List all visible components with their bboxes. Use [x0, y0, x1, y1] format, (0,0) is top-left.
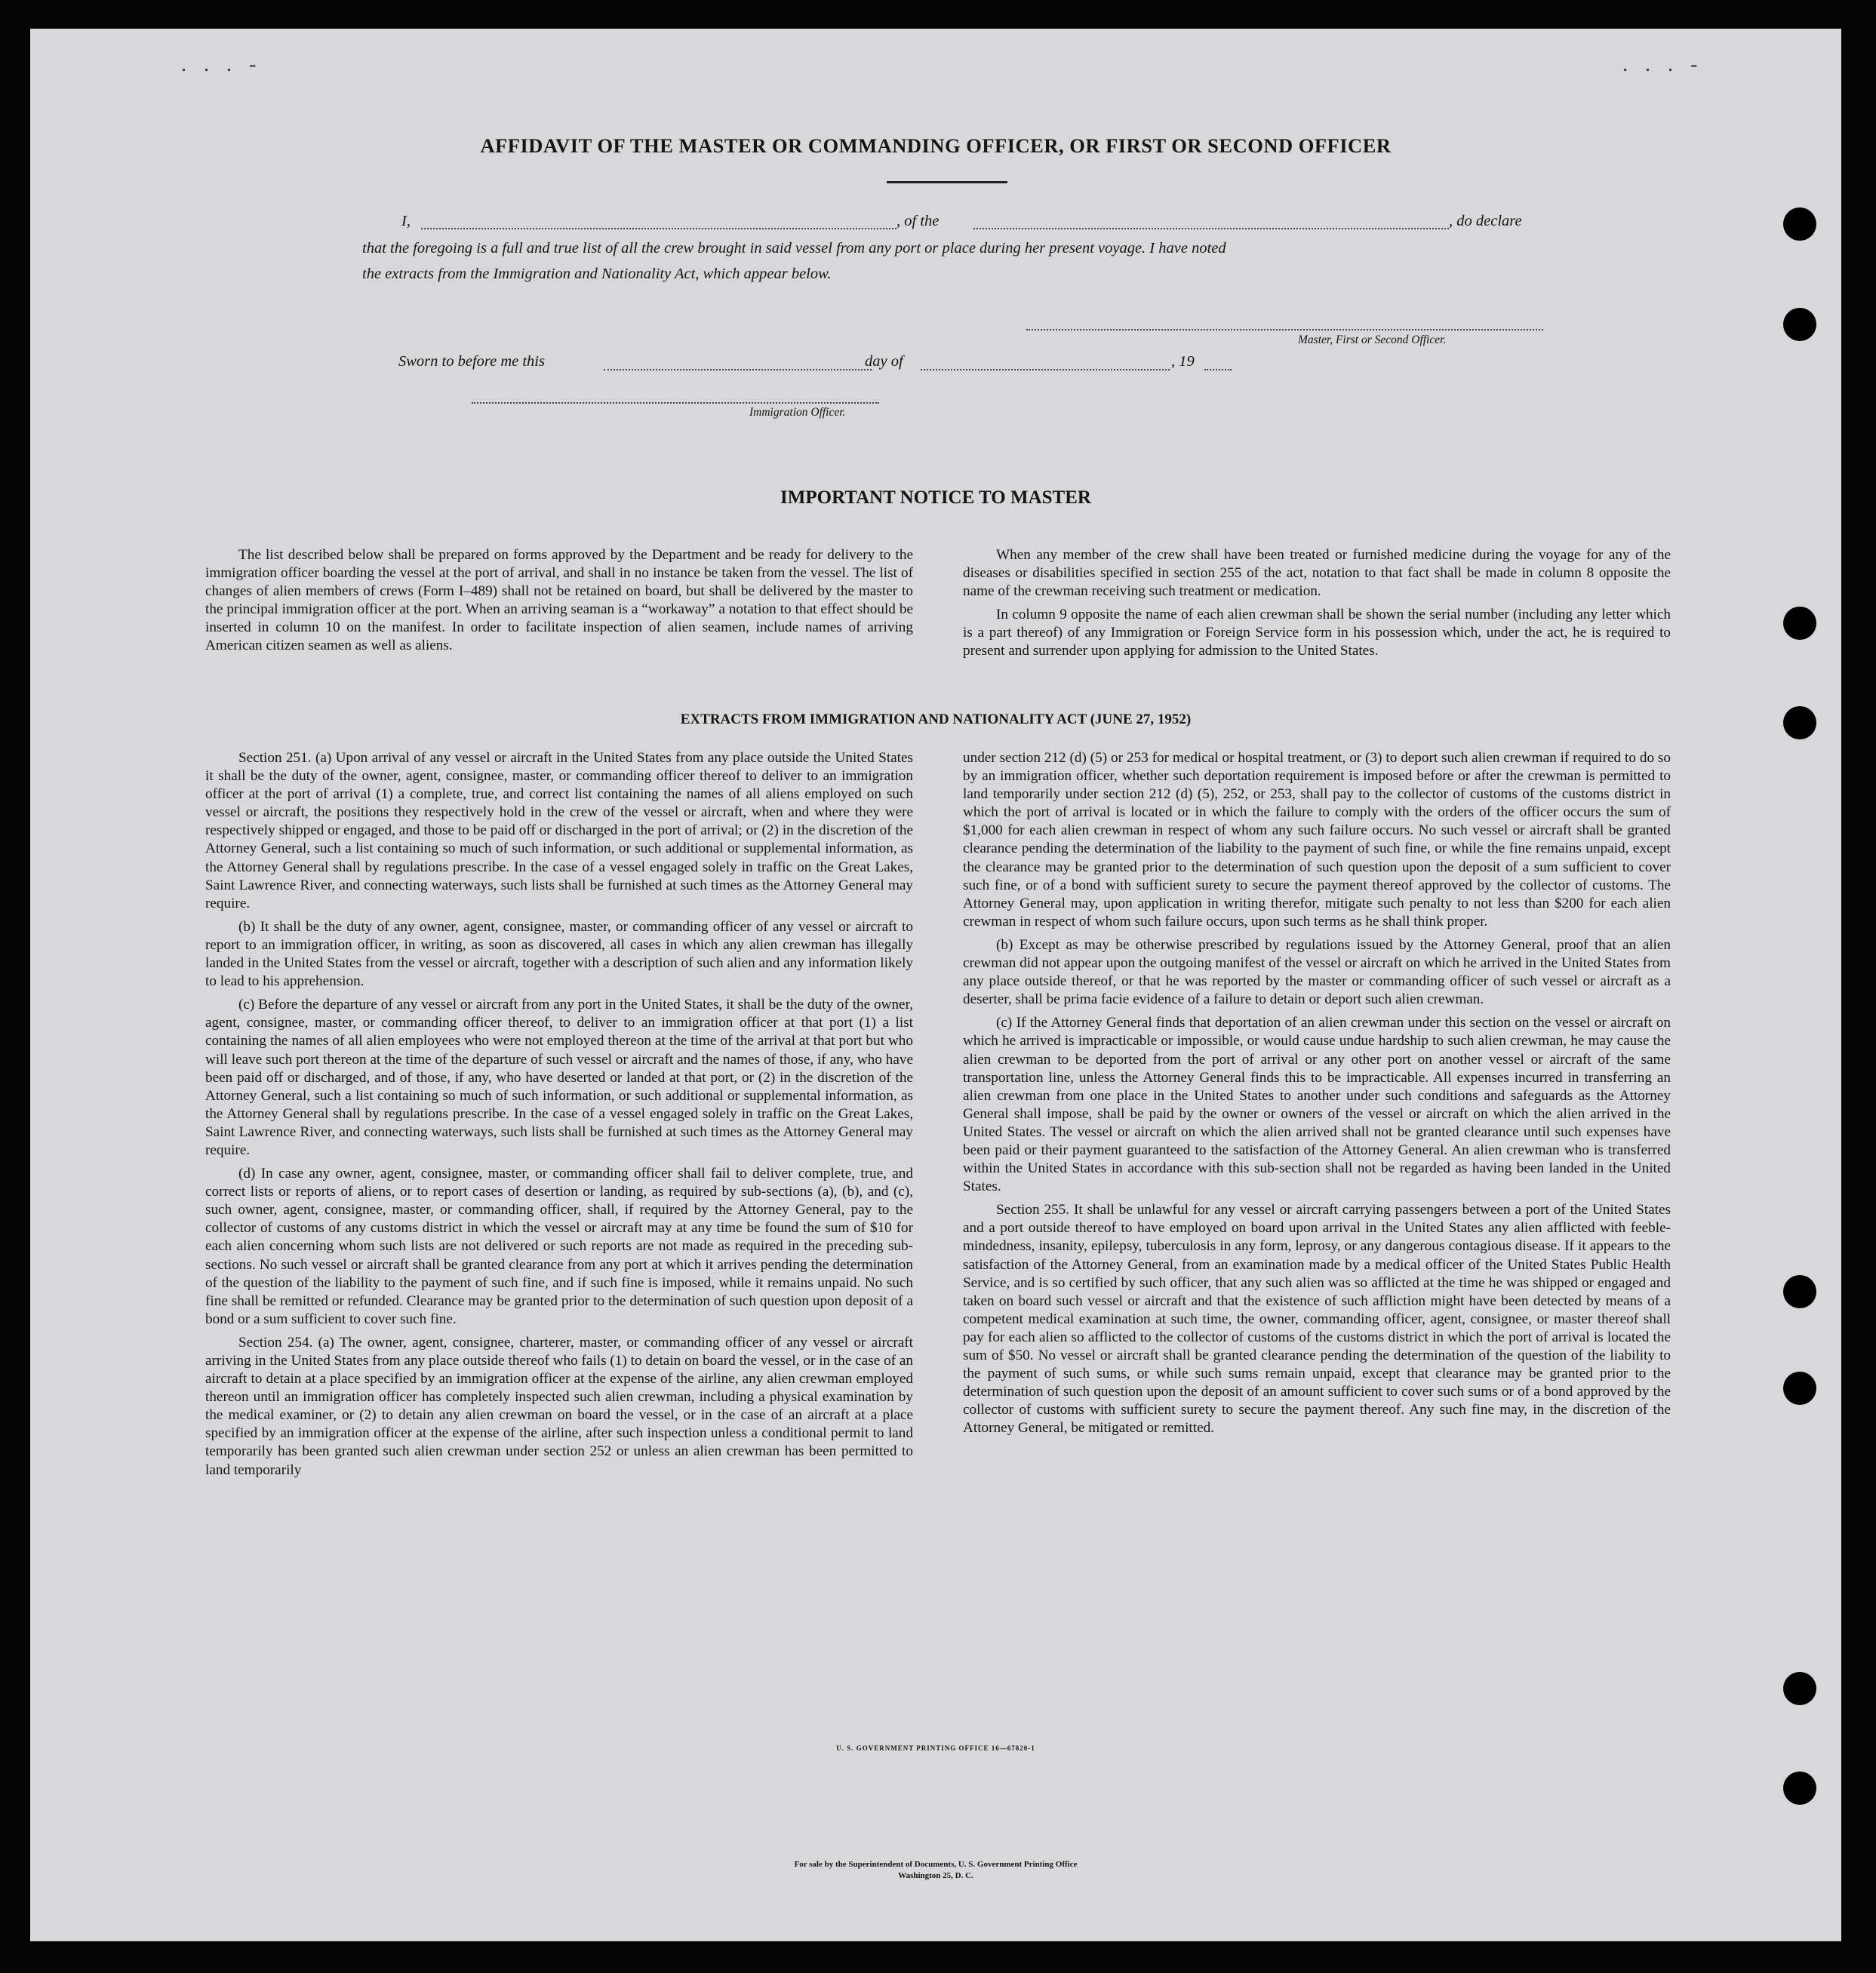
- extracts-title: EXTRACTS FROM IMMIGRATION AND NATIONALITY ACT (JUNE 27, 1952): [680, 711, 1192, 727]
- corner-mark-right: . . . -: [1622, 53, 1704, 76]
- section-paragraph: Section 251. (a) Upon arrival of any vessel or aircraft in the United States from any place outside the United States it shall be the duty of the owner, agent, consignee, master, or commanding officer thereof to deliver to an immigration officer at the port of arrival (1) a complete, true, and correct list containing the names of all aliens employed on such vessel or aircraft, the positions they respectively hold in the crew of the vessel or aircraft, when and where they were respectively shipped or engaged, and those to be paid off or discharged in the port of arrival; or (2) in the discretion of the Attorney General, such a list containing so much of such information, or such additional or supplemental information, as the Attorney General shall by regulations prescribe. In the case of a vessel engaged solely in traffic on the Great Lakes, Saint Lawrence River, and connecting waterways, such lists shall be furnished at such times as the Attorney General may require.: [205, 750, 913, 911]
- name-blank-line[interactable]: [421, 228, 896, 229]
- year-label: , 19: [1171, 353, 1195, 370]
- notice-title: IMPORTANT NOTICE TO MASTER: [780, 487, 1091, 508]
- section-paragraph: (b) It shall be the duty of any owner, agent, consignee, master, or commanding officer of any vessel or aircraft to report to an immigration officer, in writing, as soon as discovered, all cases in which any alien crewman has illegally landed in the United States from the vessel or aircraft, together with a description of such alien and any information likely to lead to his apprehension.: [205, 918, 913, 990]
- binder-hole: [1783, 1372, 1816, 1405]
- notice-paragraph: When any member of the crew shall have been treated or furnished medicine during the voyage for any of the diseases or disabilities specified in section 255 of the act, notation to that fact shall be made in column 8 opposite the name of the crewman receiving such treatment or medication.: [963, 547, 1671, 600]
- master-signature-line[interactable]: [1026, 329, 1543, 330]
- binder-hole: [1783, 607, 1816, 640]
- binder-hole: [1783, 1772, 1816, 1805]
- section-paragraph: (c) If the Attorney General finds that deportation of an alien crewman under this section on the vessel or aircraft on which he arrived is impracticable or impossible, or would cause undue hardship to such alien crewman, he may cause the alien crewman to be deported from the port of arrival or any other port on another vessel or aircraft of the same transportation line, unless the Attorney General finds this to be impracticable. All expenses incurred in transferring an alien crewman from one place in the United States to another under such conditions and safeguards as the Attorney General shall impose, shall be paid by the owner or owners of the vessel or aircraft on which the alien arrived in the United States. The vessel or aircraft on which the alien arrived shall not be granted clearance until such expenses have been paid or their payment guaranteed to the satisfaction of the Attorney General. An alien crewman who is transferred within the United States in accordance with this sub-section shall not be regarded as having been landed in the United States.: [963, 1015, 1671, 1195]
- sworn-label: Sworn to before me this: [398, 353, 545, 370]
- title-divider: [887, 181, 1007, 183]
- extracts-left-column: [205, 749, 913, 1485]
- sworn-day-blank[interactable]: [604, 369, 872, 370]
- binder-hole: [1783, 1275, 1816, 1308]
- sale-line-2: Washington 25, D. C.: [898, 1871, 973, 1880]
- printing-office-line: U. S. GOVERNMENT PRINTING OFFICE 16—67820-1: [836, 1744, 1035, 1752]
- affidavit-line-3: the extracts from the Immigration and Nationality Act, which appear below.: [362, 266, 832, 282]
- vessel-blank-line[interactable]: [973, 228, 1449, 229]
- notice-paragraph: The list described below shall be prepared on forms approved by the Department and be ready for delivery to the immigration officer boarding the vessel at the port of arrival, and shall in no instance be taken from the vessel. The list of changes of alien members of crews (Form I–489) shall not be retained on board, but shall be delivered by the master to the principal immigration officer at the port. When an arriving seaman is a “workaway” a notation to that effect should be inserted in column 10 on the manifest. In order to facilitate inspection of alien seamen, include names of arriving American citizen seamen as well as aliens.: [205, 547, 913, 654]
- master-signature-caption: Master, First or Second Officer.: [1298, 333, 1447, 346]
- notice-right-column: [963, 546, 1671, 666]
- affidavit-title: AFFIDAVIT OF THE MASTER OR COMMANDING OFFICER, OR FIRST OR SECOND OFFICER: [480, 134, 1392, 157]
- corner-mark-left: . . . -: [181, 53, 263, 76]
- affidavit-line-2: that the foregoing is a full and true list of all the crew brought in said vessel from any port or place during her present voyage. I have noted: [362, 240, 1226, 257]
- section-paragraph: Section 255. It shall be unlawful for any vessel or aircraft carrying passengers between a port of the United States and a port outside thereof to have employed on board upon arrival in the United States any alien afflicted with feeble-mindedness, insanity, epilepsy, tuberculosis in any form, leprosy, or any dangerous contagious disease. If it appears to the satisfaction of the Attorney General, from an examination made by a medical officer of the United States Public Health Service, and is so certified by such officer, that any such alien was so afflicted at the time he was shipped or engaged and taken on board such vessel or aircraft and that the existence of such affliction might have been detected by means of a competent medical examination at such time, the owner, commanding officer, agent, consignee, or master thereof shall pay for each alien so afflicted to the collector of customs of the customs district in which the port of arrival is located the sum of $50. No vessel or aircraft shall be granted clearance pending the determination of the question of the liability to the payment of such sums, or while such sums remain unpaid, except that clearance may be granted prior to the determination of such question upon the deposit of an amount sufficient to cover such sums or of a bond approved by the collector of customs with sufficient surety to secure the payment thereof. Any such fine may, in the discretion of the Attorney General, be mitigated or remitted.: [963, 1202, 1671, 1437]
- affidavit-i-label: I,: [401, 213, 411, 229]
- section-paragraph: Section 254. (a) The owner, agent, consignee, charterer, master, or commanding officer of any vessel or aircraft arriving in the United States from any place outside thereof who fails (1) to detain on board the vessel, or in the case of an aircraft to detain at a place specified by an immigration officer at the expense of the airline, any alien crewman employed thereon until an immigration officer has completely inspected such alien crewman, including a physical examination by the medical examiner, or (2) to detain any alien crewman on board the vessel, or in the case of an aircraft at a place specified by an immigration officer at the expense of the airline, after such inspection unless a conditional permit to land temporarily has been granted such alien crewman under section 252 or unless an alien crewman has been permitted to land temporarily: [205, 1334, 913, 1478]
- binder-hole: [1783, 207, 1816, 241]
- form-page: [30, 29, 1841, 1941]
- section-paragraph: (d) In case any owner, agent, consignee, master, or commanding officer shall fail to deliver complete, true, and correct lists or reports of aliens, or to report cases of desertion or landing, as required by sub-sections (a), (b), and (c), such owner, agent, consignee, master, or commanding officer, shall, if required by the Attorney General, pay to the collector of customs of any customs district in which the vessel or aircraft may at any time be found the sum of $10 for each alien concerning whom such lists are not delivered or such reports are not made as required in the preceding subsections. No such vessel or aircraft shall be granted clearance from any port at which it arrives pending the determination of the question of the liability to the payment of such fine, and if such fine is imposed, while it remains unpaid. No such fine shall be remitted or refunded. Clearance may be granted prior to the determination of such question upon deposit of a bond or a sum sufficient to cover such fine.: [205, 1166, 913, 1327]
- sale-notice: [30, 1859, 1841, 1882]
- section-paragraph: under section 212 (d) (5) or 253 for medical or hospital treatment, or (3) to deport such alien crewman if required to do so by an immigration officer, whether such deportation requirement is imposed before or after the crewman is permitted to land temporarily under section 212 (d) (5), 252, or 253, shall pay to the collector of customs of the customs district in which the port of arrival is located or in which the failure to comply with the orders of the officer occurs the sum of $1,000 for each alien crewman in respect of whom any such failure occurs. No such vessel or aircraft shall be granted clearance pending the determination of the liability to the payment of such fine, or while the fine remains unpaid, except the clearance may be granted prior to the determination of such question upon the deposit of a sum sufficient to cover such fine, or of a bond with sufficient surety to secure the payment thereof approved by the collector of customs. The Attorney General may, upon application in writing therefor, mitigate such penalty to not less than $200 for each alien crewman in respect of whom such failure occurs, upon such terms as he shall think proper.: [963, 750, 1671, 930]
- sworn-year-blank[interactable]: [1204, 369, 1232, 370]
- affidavit-of-the: , of the: [896, 213, 940, 229]
- extracts-right-column: [963, 749, 1671, 1443]
- officer-signature-line[interactable]: [472, 402, 879, 404]
- section-paragraph: (b) Except as may be otherwise prescribed by regulations issued by the Attorney General, proof that an alien crewman did not appear upon the outgoing manifest of the vessel or aircraft on which he arrived in the United States from any place outside thereof, or that he was reported by the master or commanding officer of such vessel or aircraft as a deserter, shall be prima facie evidence of a failure to detain or deport such alien crewman.: [963, 936, 1671, 1008]
- binder-hole: [1783, 308, 1816, 341]
- sworn-month-blank[interactable]: [921, 369, 1170, 370]
- notice-paragraph: In column 9 opposite the name of each alien crewman shall be shown the serial number (including any letter which is a part thereof) of any Immigration or Foreign Service form in his possession which, under the act, he is required to present and surrender upon applying for admission to the United States.: [963, 607, 1671, 659]
- sale-line-1: For sale by the Superintendent of Documents, U. S. Government Printing Office: [794, 1860, 1078, 1869]
- day-of-label: day of: [865, 353, 903, 370]
- section-paragraph: (c) Before the departure of any vessel or aircraft from any port in the United States, it shall be the duty of the owner, agent, consignee, master, or commanding officer thereof, to deliver to an immigration officer at that port (1) a list containing the names of all alien employees who were not employed thereon at the time of the arrival at that port but who will leave such port thereon at the time of the departure of such vessel or aircraft and the names of those, if any, who have been paid off or discharged, and of those, if any, who have deserted or landed at that port, or (2) in the discretion of the Attorney General, such a list containing so much of such information, or such additional or supplemental information, as the Attorney General shall by regulations prescribe. In the case of a vessel engaged solely in traffic on the Great Lakes, Saint Lawrence River, and connecting waterways, such lists shall be furnished at such times as the Attorney General may require.: [205, 997, 913, 1158]
- binder-hole: [1783, 1672, 1816, 1705]
- affidavit-do-declare: , do declare: [1449, 213, 1522, 229]
- officer-signature-caption: Immigration Officer.: [749, 406, 846, 419]
- notice-left-column: [205, 546, 913, 661]
